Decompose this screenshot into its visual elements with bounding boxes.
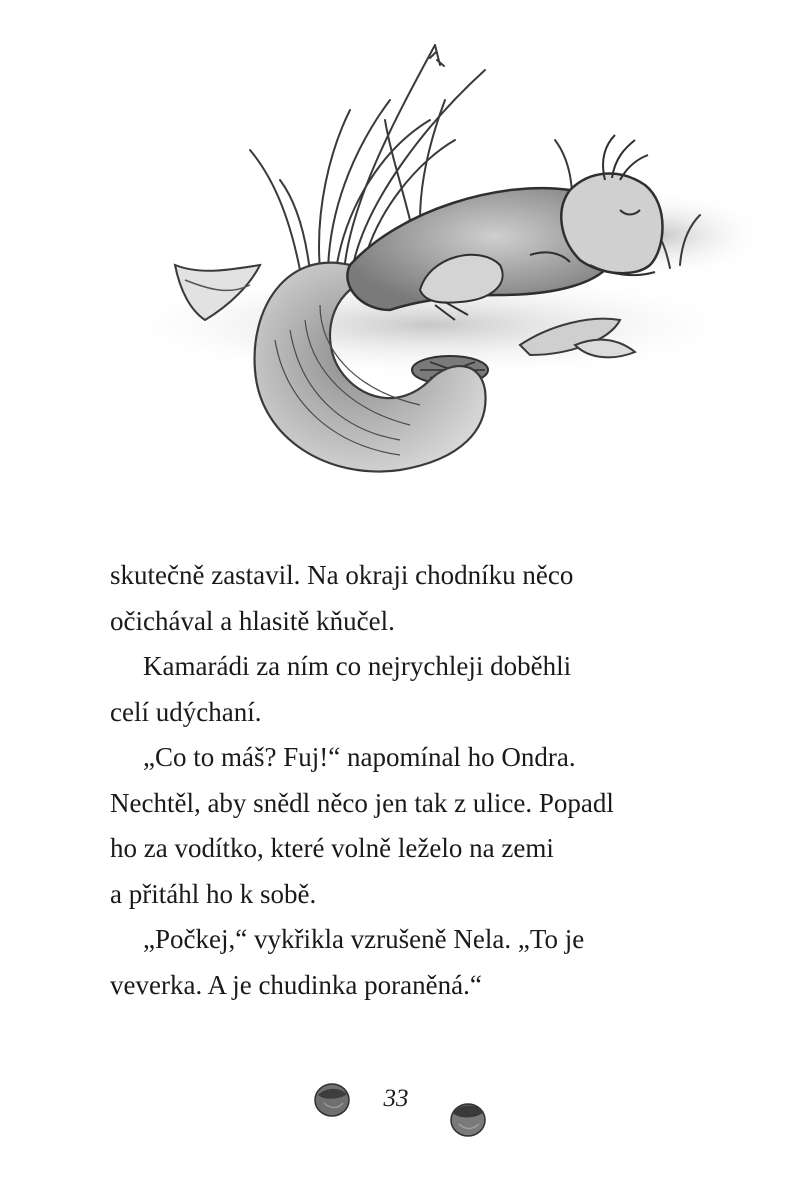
text-line: ho za vodítko, které volně leželo na zemi xyxy=(110,833,554,863)
text-line: veverka. A je chudinka poraněná.“ xyxy=(110,969,482,1000)
text-line: „Co to máš? Fuj!“ napomínal ho Ondra. xyxy=(143,742,576,772)
page-footer xyxy=(0,1075,789,1155)
story-text xyxy=(110,553,710,1008)
squirrel-illustration xyxy=(100,40,760,520)
text-line: očichával a hlasitě kňučel. xyxy=(110,605,395,636)
acorn-icon xyxy=(312,1079,352,1119)
text-line: „Počkej,“ vykřikla vzrušeně Nela. „To je xyxy=(143,924,585,954)
text-line: skutečně zastavil. Na okraji chodníku něco xyxy=(110,560,574,590)
text-line: Nechtěl, aby snědl něco jen tak z ulice. Popadl xyxy=(110,787,614,818)
text-line: Kamarádi za ním co nejrychleji doběhli xyxy=(143,651,572,681)
page-number: 33 xyxy=(383,1085,409,1112)
text-line: celí udýchaní. xyxy=(110,696,262,727)
acorn-icon xyxy=(448,1097,488,1139)
squirrel-drawing xyxy=(100,40,760,520)
text-line: a přitáhl ho k sobě. xyxy=(110,878,317,909)
